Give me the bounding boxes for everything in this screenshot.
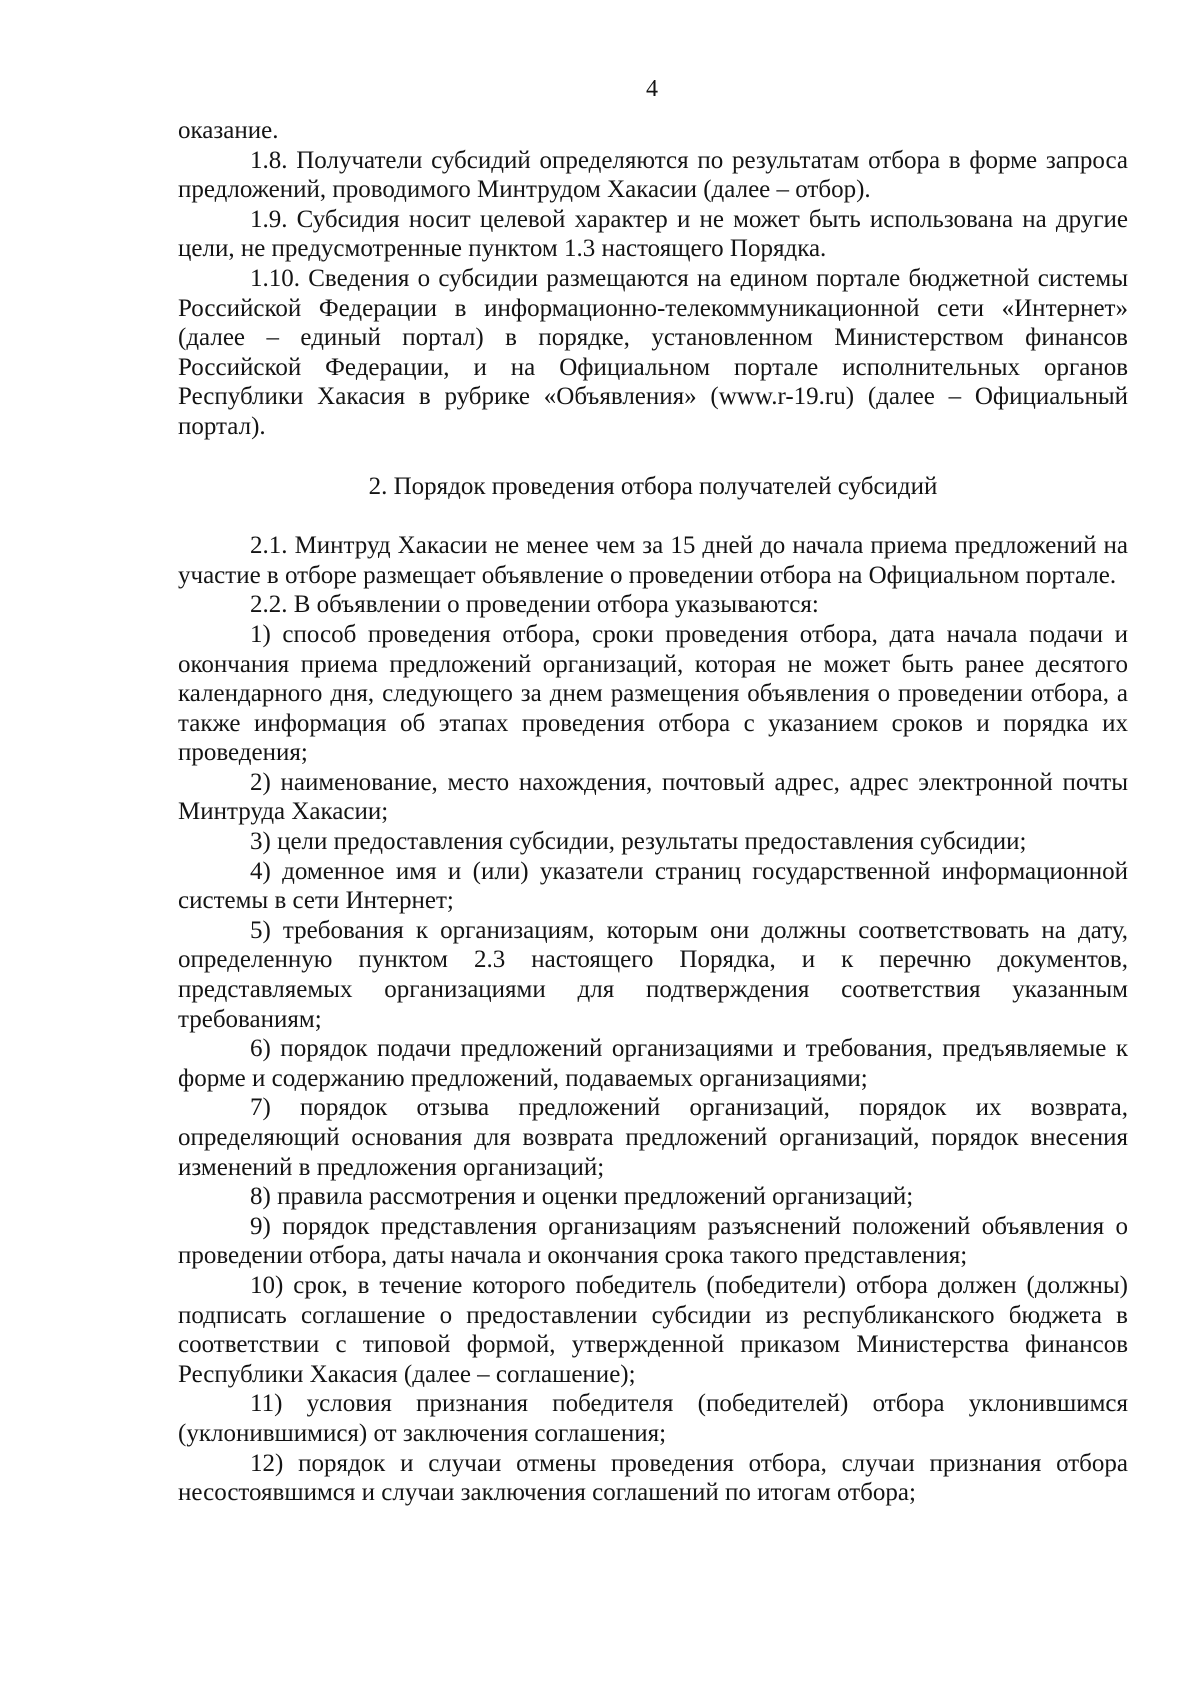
list-item-4: 4) доменное имя и (или) указатели страниц государственной информационной системы в сети Интернет; — [178, 857, 1128, 915]
list-item-12: 12) порядок и случаи отмены проведения отбора, случаи признания отбора несостоявшимся и случаи заключения соглашений по итогам отбора; — [178, 1449, 1128, 1507]
paragraph-1-9: 1.9. Субсидия носит целевой характер и не может быть использована на другие цели, не предусмотренные пунктом 1.3 настоящего Порядка. — [178, 205, 1128, 263]
paragraph-2-1: 2.1. Минтруд Хакасии не менее чем за 15 дней до начала приема предложений на участие в отборе размещает объявление о проведении отбора на Официальном портале. — [178, 532, 1128, 589]
list-item-3: 3) цели предоставления субсидии, результаты предоставления субсидии; — [250, 828, 1027, 856]
list-item-10: 10) срок, в течение которого победитель (победители) отбора должен (должны) подписать соглашение о предоставлении субсидии из республиканского бюджета в соответствии с типовой формой, утвержденной приказом Министерства финансов Республики Хакасия (далее – соглашение); — [178, 1271, 1128, 1388]
list-item-5: 5) требования к организациям, которым они должны соответствовать на дату, определенную пунктом 2.3 настоящего Порядка, и к перечню документов, представляемых организациями для подтверждения соответствия указанным требованиям; — [178, 916, 1128, 1033]
list-item-7: 7) порядок отзыва предложений организаций, порядок их возврата, определяющий основания для возврата предложений организаций, порядок внесения изменений в предложения организаций; — [178, 1094, 1128, 1181]
document-body — [178, 116, 1128, 1508]
page-number: 4 — [646, 76, 658, 102]
paragraph-1-8: 1.8. Получатели субсидий определяются по результатам отбора в форме запроса предложений, проводимого Минтрудом Хакасии (далее – отбор). — [178, 146, 1128, 204]
paragraph: оказание. — [178, 117, 279, 144]
list-item-8: 8) правила рассмотрения и оценки предложений организаций; — [250, 1183, 914, 1211]
list-item-9: 9) порядок представления организациям разъяснений положений объявления о проведении отбора, даты начала и окончания срока такого представления; — [178, 1212, 1128, 1270]
paragraph-1-10: 1.10. Сведения о субсидии размещаются на едином портале бюджетной системы Российской Федерации в информационно-телекоммуникационной сети «Интернет» (далее – единый портал) в порядке, установленном Министерством финансов Российской Федерации, и на Официальном портале исполнительных органов Республики Хакасия в рубрике «Объявления» (www.r-19.ru) (далее – Официальный портал). — [178, 264, 1128, 440]
list-item-11: 11) условия признания победителя (победителей) отбора уклонившимся (уклонившимися) от заключения соглашения; — [178, 1390, 1128, 1447]
list-item-2: 2) наименование, место нахождения, почтовый адрес, адрес электронной почты Минтруда Хакасии; — [178, 768, 1128, 826]
list-item-1: 1) способ проведения отбора, сроки проведения отбора, дата начала подачи и окончания приема предложений организаций, которая не может быть ранее десятого календарного дня, следующего за днем размещения объявления о проведении отбора, а также информация об этапах проведения отбора с указанием сроков и порядка их проведения; — [178, 620, 1128, 767]
paragraph-2-2: 2.2. В объявлении о проведении отбора указываются: — [250, 591, 819, 619]
section-heading: 2. Порядок проведения отбора получателей субсидий — [368, 472, 938, 500]
list-item-6: 6) порядок подачи предложений организациями и требования, предъявляемые к форме и содержанию предложений, подаваемых организациями; — [178, 1035, 1128, 1092]
